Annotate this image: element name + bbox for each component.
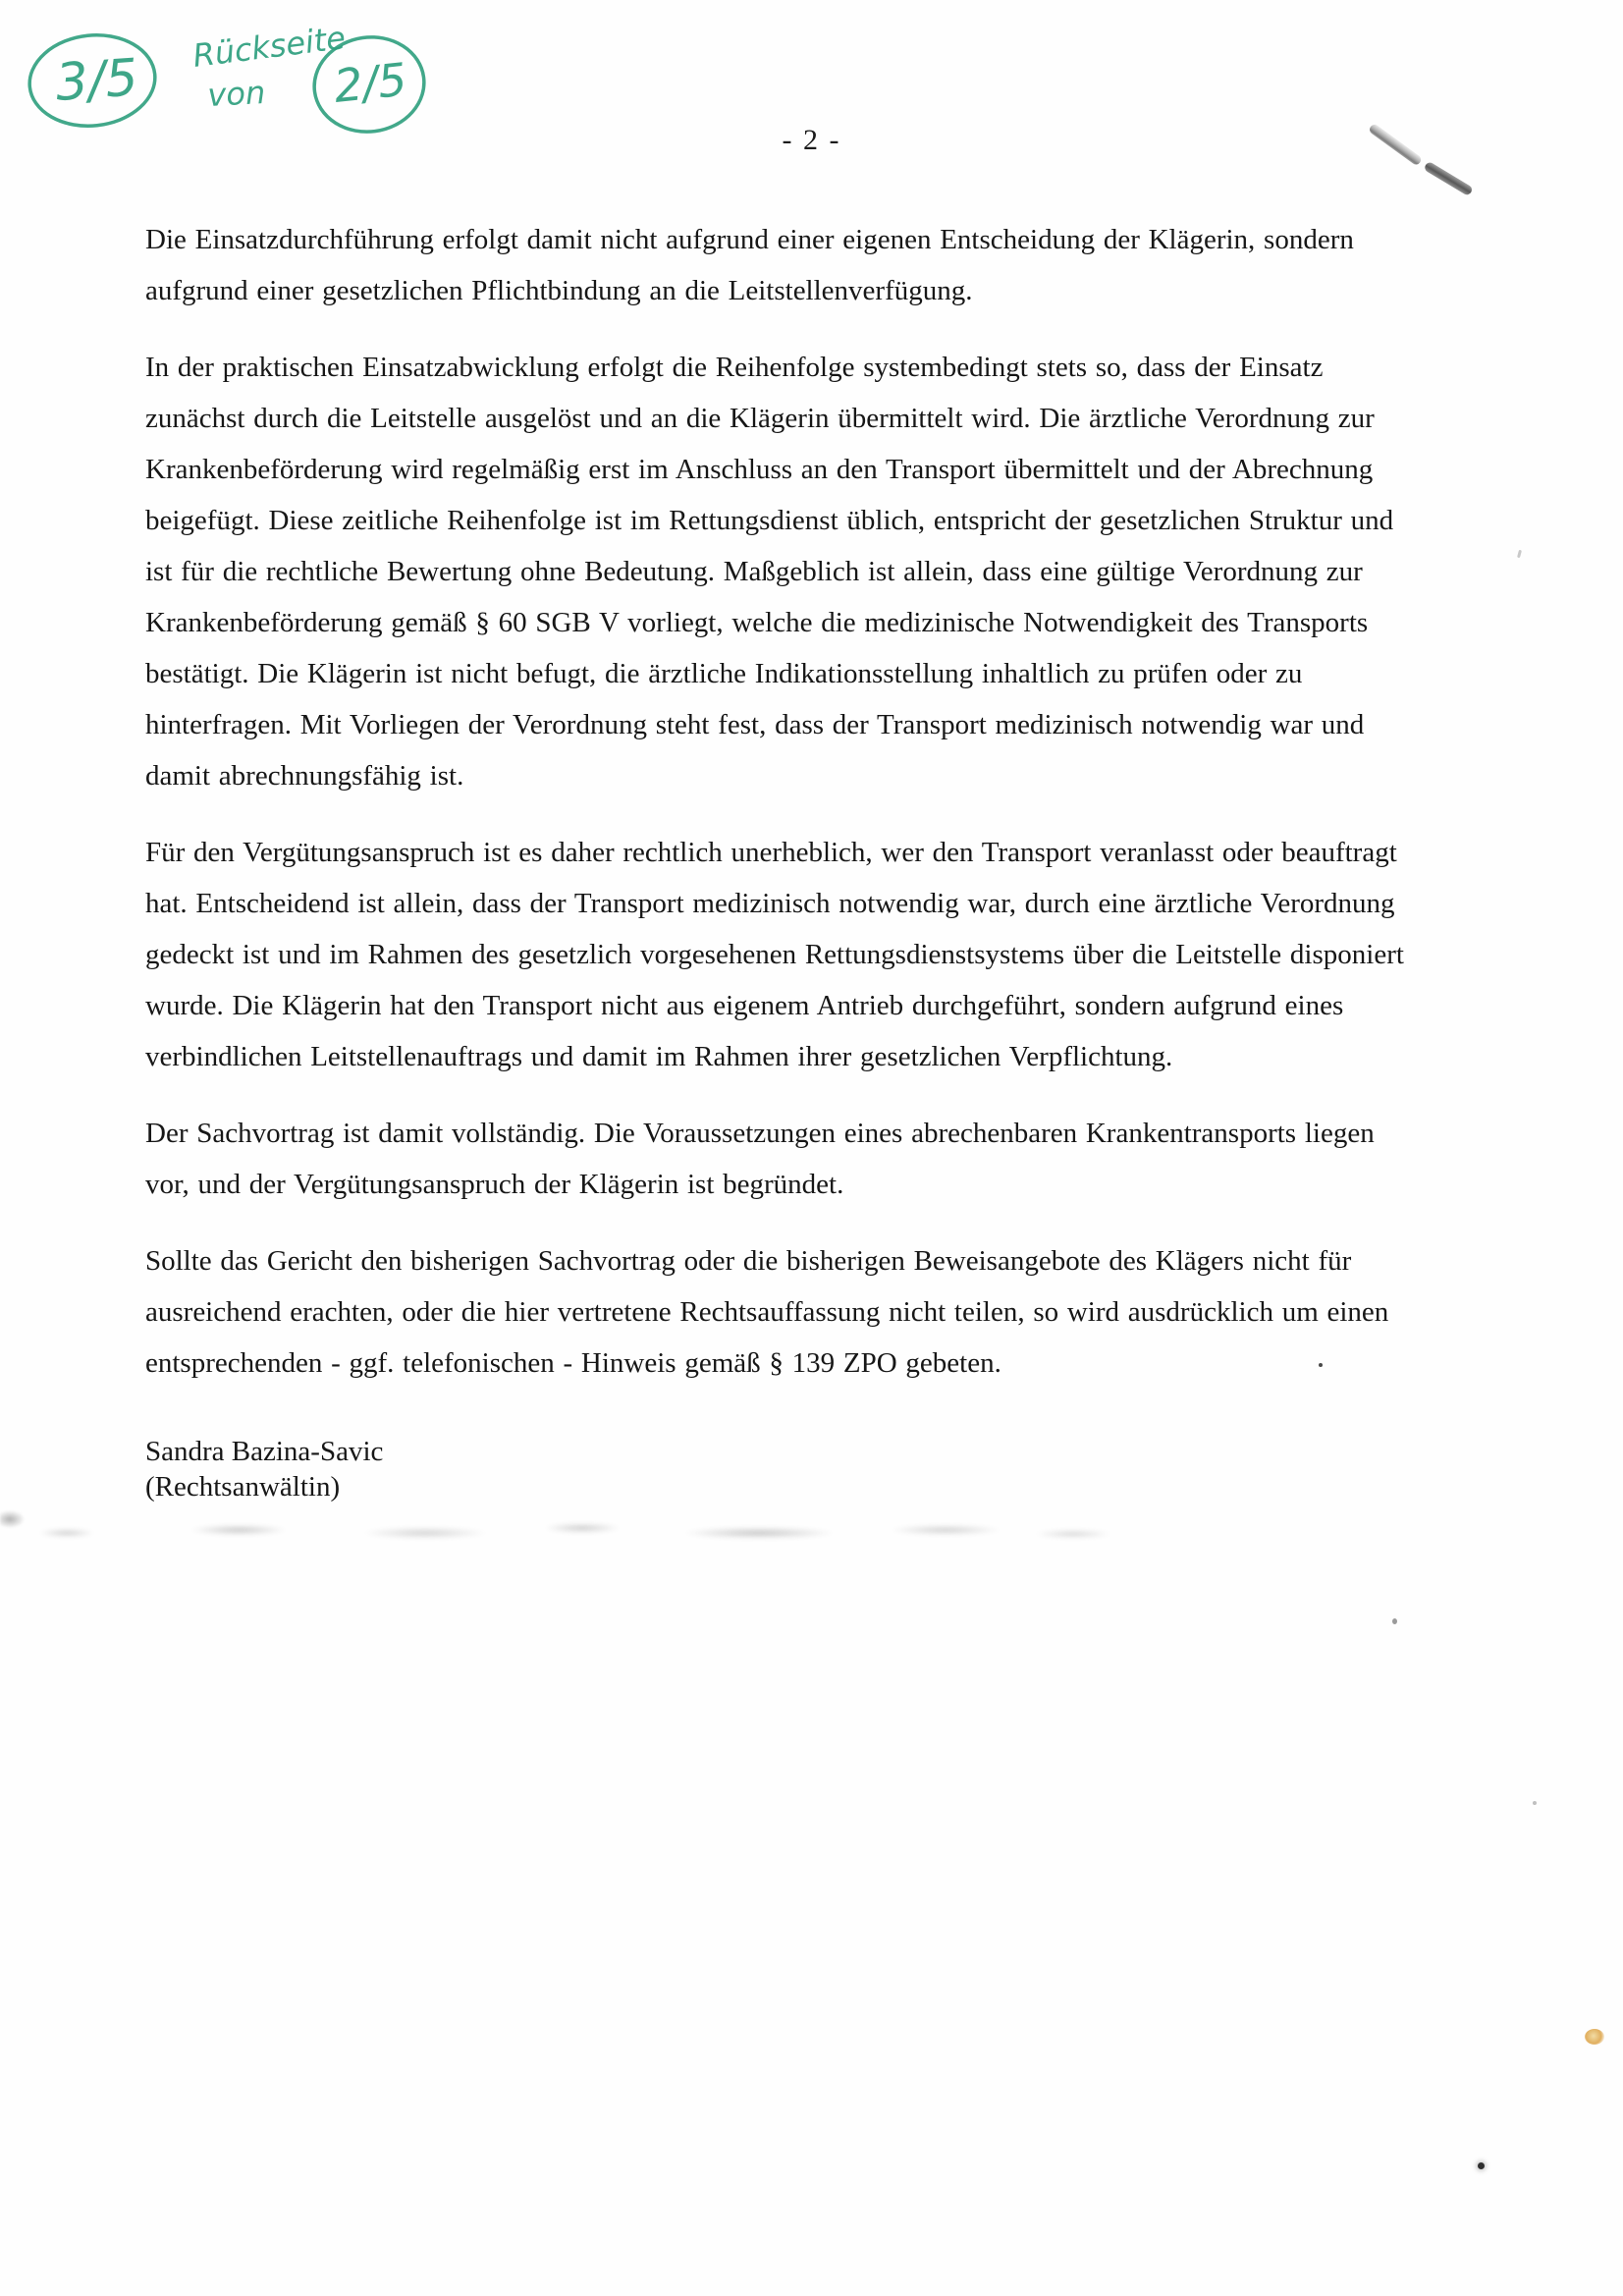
annotation-note-word2: von: [206, 73, 267, 114]
text-line: zunächst durch die Leitstelle ausgelöst und an die Klägerin übermittelt wird. Die ärztliche Verordnung zur: [145, 403, 1375, 434]
text-line: ist für die rechtliche Bewertung ohne Bedeutung. Maßgeblich ist allein, dass eine gültige Verordnung zur: [145, 556, 1363, 587]
text-line: Die Einsatzdurchführung erfolgt damit nicht aufgrund einer eigenen Entscheidung der Klägerin, sondern: [145, 224, 1354, 255]
text-line: bestätigt. Die Klägerin ist nicht befugt, die ärztliche Indikationsstellung inhaltlich zu prüfen oder zu: [145, 658, 1303, 689]
signer-title: (Rechtsanwältin): [145, 1471, 341, 1503]
text-line: vor, und der Vergütungsanspruch der Klägerin ist begründet.: [145, 1169, 844, 1200]
signature-block: [145, 1434, 1579, 1504]
scan-speck: [1319, 1363, 1323, 1367]
scan-speck: [1585, 2029, 1604, 2045]
scan-speck: [1478, 2162, 1485, 2169]
scan-speck: [1392, 1618, 1397, 1624]
text-line: entsprechenden - ggf. telefonischen - Hinweis gemäß § 139 ZPO gebeten.: [145, 1347, 1001, 1379]
text-line: ausreichend erachten, oder die hier vertretene Rechtsauffassung nicht teilen, so wird ausdrücklich um einen: [145, 1296, 1389, 1328]
paragraph: [145, 214, 1579, 316]
scan-edge-curl: [0, 1504, 35, 1534]
text-line: Krankenbeförderung wird regelmäßig erst im Anschluss an den Transport übermittelt und der Abrechnung: [145, 454, 1374, 485]
paragraph: [145, 1108, 1579, 1210]
page-number: - 2 -: [782, 124, 841, 156]
text-line: verbindlichen Leitstellenauftrags und damit im Rahmen ihrer gesetzlichen Verpflichtung.: [145, 1041, 1173, 1072]
text-line: Krankenbeförderung gemäß § 60 SGB V vorliegt, welche die medizinische Notwendigkeit des Transports: [145, 607, 1369, 638]
paragraph: [145, 1235, 1579, 1389]
text-line: gedeckt ist und im Rahmen des gesetzlich vorgesehenen Rettungsdienstsystems über die Leitstelle disponiert: [145, 939, 1404, 970]
annotation-page-ratio-right: 2/5: [331, 52, 409, 113]
text-line: aufgrund einer gesetzlichen Pflichtbindung an die Leitstellenverfügung.: [145, 275, 973, 306]
text-line: Der Sachvortrag ist damit vollständig. Die Voraussetzungen eines abrechenbaren Krankentransports liegen: [145, 1118, 1375, 1149]
text-line: Für den Vergütungsanspruch ist es daher rechtlich unerheblich, wer den Transport veranlasst oder beauftragt: [145, 837, 1397, 868]
signer-name: Sandra Bazina-Savic: [145, 1436, 384, 1467]
text-line: hinterfragen. Mit Vorliegen der Verordnung steht fest, dass der Transport medizinisch notwendig war und: [145, 709, 1365, 740]
staple-mark: [1423, 161, 1473, 196]
annotation-page-ratio-left: 3/5: [53, 48, 140, 113]
paragraph: [145, 342, 1579, 801]
document-body: [145, 214, 1579, 1504]
text-line: damit abrechnungsfähig ist.: [145, 760, 464, 792]
annotation-note-word1: Rückseite: [190, 19, 348, 75]
paragraph: [145, 827, 1579, 1082]
text-line: wurde. Die Klägerin hat den Transport nicht aus eigenem Antrieb durchgeführt, sondern aufgrund eines: [145, 990, 1344, 1021]
scan-smudge-band: [8, 1517, 1137, 1549]
text-line: In der praktischen Einsatzabwicklung erfolgt die Reihenfolge systembedingt stets so, dass der Einsatz: [145, 352, 1324, 383]
text-line: Sollte das Gericht den bisherigen Sachvortrag oder die bisherigen Beweisangebote des Klägers nicht für: [145, 1245, 1352, 1277]
text-line: beigefügt. Diese zeitliche Reihenfolge ist im Rettungsdienst üblich, entspricht der gesetzlichen Struktur und: [145, 505, 1394, 536]
text-line: hat. Entscheidend ist allein, dass der Transport medizinisch notwendig war, durch eine ärztliche Verordnung: [145, 888, 1395, 919]
scan-speck: [1533, 1801, 1537, 1805]
